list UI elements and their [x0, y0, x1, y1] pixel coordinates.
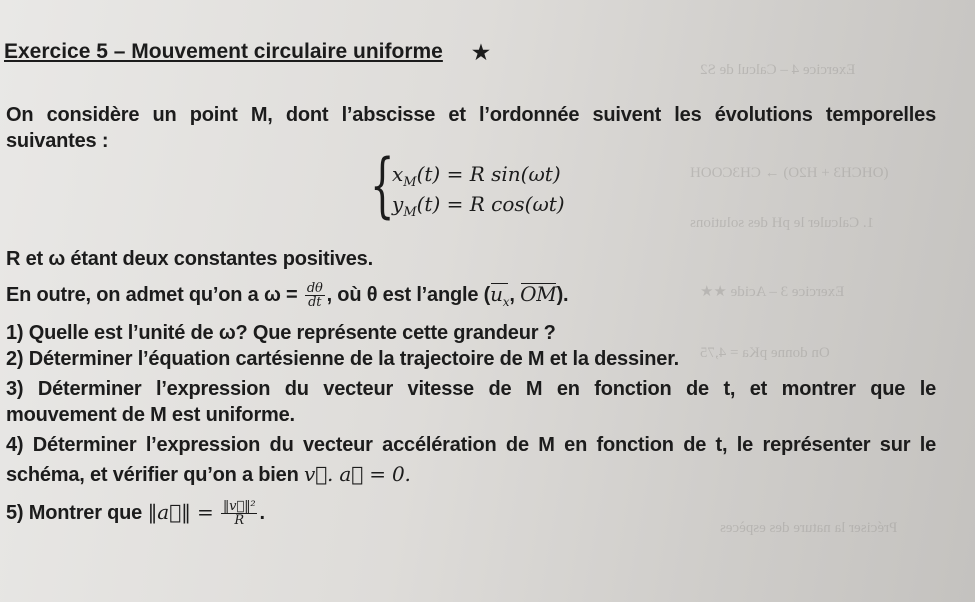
question-4-line-2: schéma, et vérifier qu’on a bien v⃗. a⃗ = 0. — [6, 462, 411, 486]
omega-definition: En outre, on admet qu’on a ω = $\frac{d\theta}{dt}$ , où θ est l’angle ($u_x$, OM). — [6, 281, 569, 311]
bleed-through-text: Exercice 4 – Calcul de S2 — [700, 62, 856, 78]
question-2: 2) Déterminer l’équation cartésienne de la trajectoire de M et la dessiner. — [6, 348, 680, 370]
bleed-through-text: On donne pKa = 4,75 — [700, 345, 830, 361]
equation-system — [370, 144, 630, 226]
intro-line-2: suivantes : — [6, 130, 109, 152]
brace-glyph: { — [370, 144, 395, 226]
vector-om: OM — [520, 282, 557, 306]
question-3-line-1: 3) Déterminer l’expression du vecteur vitesse de M en fonction de t, et montrer que le — [6, 378, 936, 400]
intro-line-1: On considère un point M, dont l’abscisse et l’ordonnée suivent les évolutions temporelles — [6, 104, 936, 126]
equation-y: $y_M(t) = R$ cos(ωt) — [392, 192, 565, 220]
exercise-title: Exercice 5 – Mouvement circulaire uniforme — [4, 40, 443, 63]
vector-ux: $u_x$ — [490, 282, 510, 309]
bleed-through-text: Exercice 3 – Acide ★★ — [700, 284, 845, 300]
equation-x: $x_M(t) = R$ sin(ωt) — [392, 162, 561, 190]
difficulty-star-icon: ★ — [472, 42, 490, 64]
bleed-through-text: Préciser la nature des espèces — [720, 520, 898, 536]
question-3-line-2: mouvement de M est uniforme. — [6, 404, 295, 426]
constants-line: R et ω étant deux constantes positives. — [6, 248, 373, 270]
q5-fraction: $\frac{\text{‖v⃗‖²}}{R}$ — [222, 499, 256, 529]
question-5: 5) Montrer que ‖a⃗‖ = $\frac{\text{‖v⃗‖²}}{R}$ . — [6, 499, 265, 529]
question-4-line-1: 4) Déterminer l’expression du vecteur accélération de M en fonction de t, le représenter sur le — [6, 434, 936, 456]
bleed-through-text: (OHCH3 + H2O) → CH3COOH — [690, 165, 889, 181]
question-1: 1) Quelle est l’unité de ω? Que représente cette grandeur ? — [6, 322, 556, 344]
bleed-through-text: 1. Calculer le pH des solutions — [690, 215, 875, 231]
omega-fraction: $\frac{d\theta}{dt}$ — [306, 281, 323, 311]
